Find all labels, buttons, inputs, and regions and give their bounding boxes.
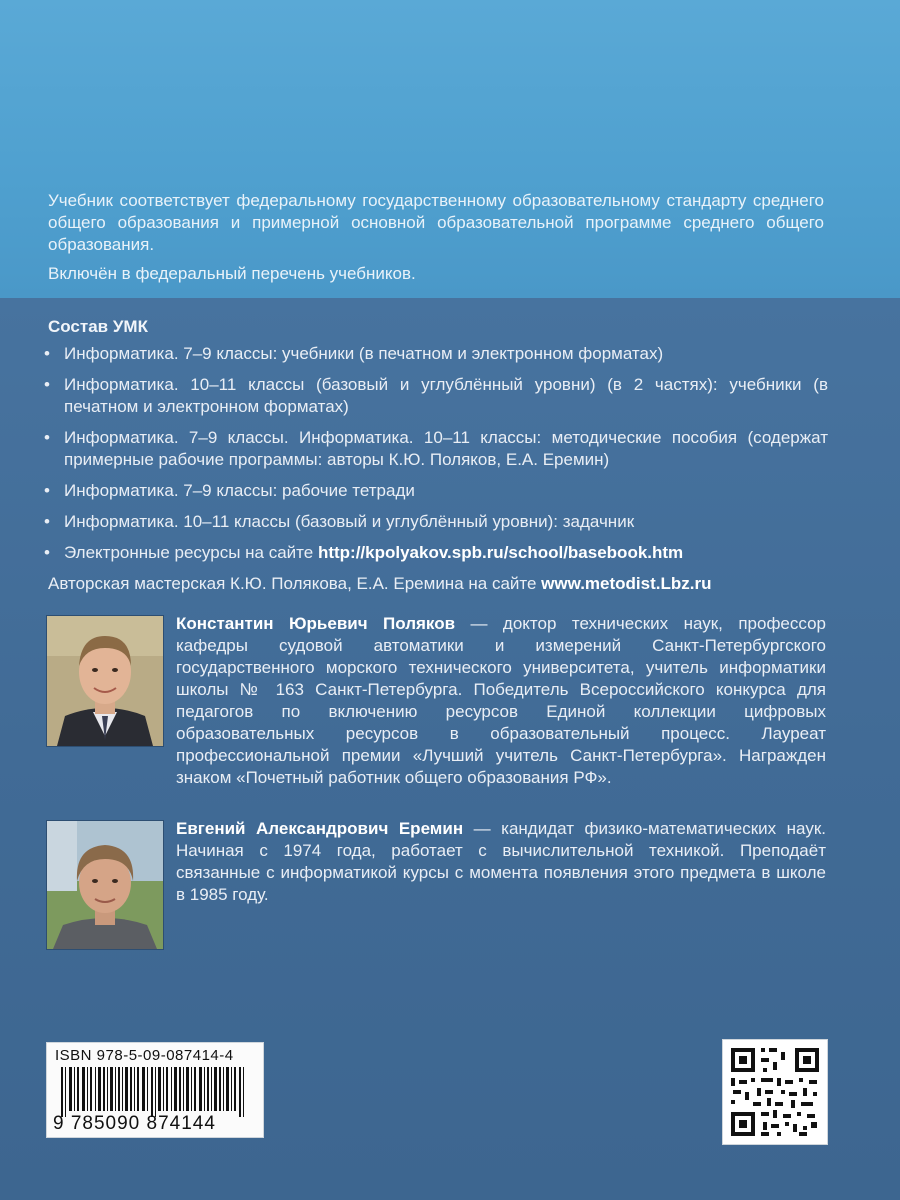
umk-item-text: Информатика. 10–11 классы (базовый и углублённый уровни) (в 2 частях): учебники (в печатном и электронном форматах): [64, 375, 828, 416]
standard-compliance-text: [48, 190, 824, 285]
umk-list: [44, 343, 828, 564]
workshop-link[interactable]: www.metodist.Lbz.ru: [541, 574, 712, 593]
resources-link[interactable]: http://kpolyakov.spb.ru/school/basebook.htm: [317, 543, 684, 562]
umk-item-text: Электронные ресурсы на сайте: [64, 543, 318, 562]
list-item: [44, 343, 828, 365]
standard-statement: Учебник соответствует федеральному государственному образовательному стандарту среднего общего образования и примерной основной образовательной программе среднего общего образования.: [48, 191, 824, 254]
isbn-barcode: [46, 1042, 264, 1138]
author1-photo: [46, 615, 164, 747]
umk-item-text: Информатика. 7–9 классы: учебники (в печатном и электронном форматах): [64, 344, 664, 363]
bullet-icon: •: [44, 375, 50, 394]
author2-name: Евгений Александрович Еремин: [176, 819, 464, 838]
umk-item-text: Информатика. 7–9 классы: рабочие тетради: [64, 481, 415, 500]
list-item: [44, 480, 828, 502]
author1-name: Константин Юрьевич Поляков: [176, 614, 456, 633]
qr-code-icon: [723, 1040, 827, 1144]
bullet-icon: •: [44, 543, 50, 562]
bullet-icon: •: [44, 481, 50, 500]
workshop-text: Авторская мастерская К.Ю. Полякова, Е.А. Еремина на сайте: [48, 574, 542, 593]
isbn-label: ISBN 978-5-09-087414-4: [55, 1047, 234, 1064]
author1-bio-text: — доктор технических наук, профессор кафедры судовой автоматики и измерений Санкт-Петербургского государственного морского технического университета, учитель информатики школы № 163 Санкт-Петербурга. Победитель Всероссийского конкурса для педагогов по включению ресурсов Единой коллекции цифровых образовательных ресурсов в образовательный процесс. Лауреат профессиональной премии «Лучший учитель Санкт-Петербурга». Награжден знаком «Почетный работник общего образования РФ».: [176, 614, 826, 787]
umk-section: [44, 316, 828, 595]
author1-bio: [176, 613, 826, 789]
list-item: [44, 511, 828, 533]
list-item: [44, 374, 828, 418]
author2-bio: [176, 818, 826, 906]
umk-item-text: Информатика. 10–11 классы (базовый и углублённый уровни): задачник: [64, 512, 635, 531]
author2-photo: [46, 820, 164, 950]
bullet-icon: •: [44, 428, 50, 447]
list-item: [44, 427, 828, 471]
umk-item-text: Информатика. 7–9 классы. Информатика. 10–11 классы: методические пособия (содержат примерные рабочие программы: авторы К.Ю. Поляков, Е.А. Еремин): [64, 428, 828, 469]
workshop-line: [48, 573, 828, 595]
barcode-digits: 9 785090 874144: [53, 1113, 216, 1134]
bullet-icon: •: [44, 512, 50, 531]
umk-title: Состав УМК: [48, 317, 148, 336]
list-item: [44, 542, 828, 564]
federal-list-statement: Включён в федеральный перечень учебников.: [48, 264, 416, 283]
qr-code[interactable]: [722, 1039, 828, 1145]
author2-bio-text: — кандидат физико-математических наук. Начиная с 1974 года, работает с вычислительной техникой. Преподаёт связанные с информатикой курсы с момента появления этого предмета в школе в 1985 году.: [176, 819, 826, 904]
bullet-icon: •: [44, 344, 50, 363]
